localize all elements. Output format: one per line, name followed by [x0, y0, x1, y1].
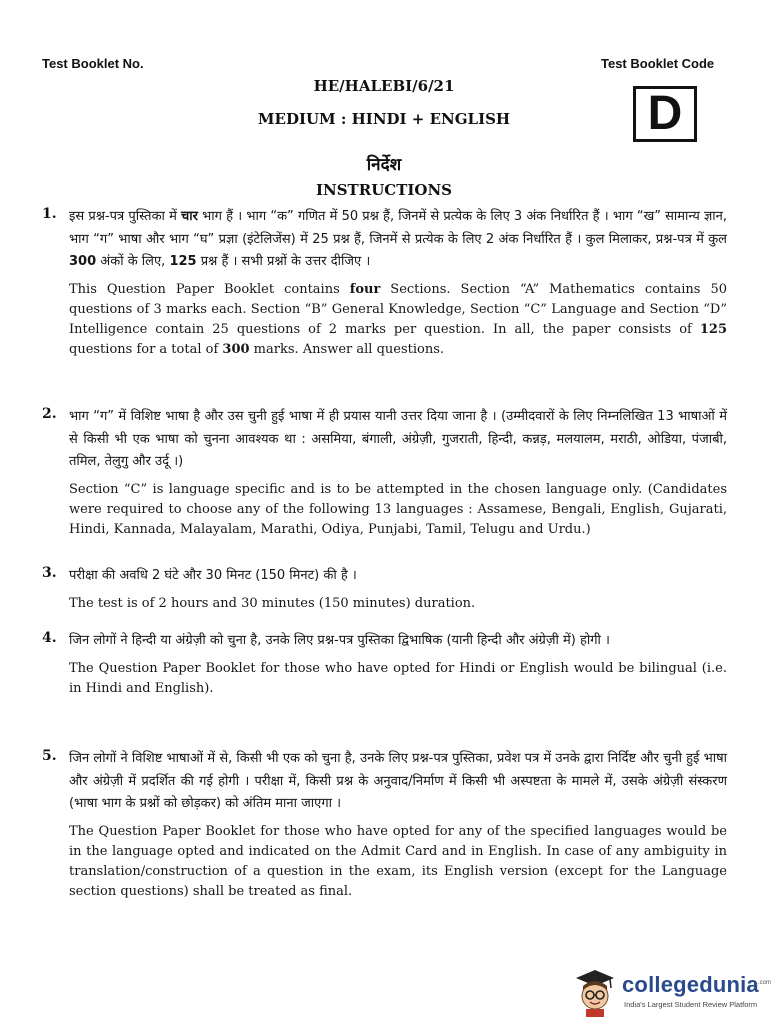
medium-line: MEDIUM : HINDI + ENGLISH	[257, 110, 511, 128]
test-booklet-no-label: Test Booklet No.	[42, 56, 144, 71]
test-booklet-code-label: Test Booklet Code	[601, 56, 715, 71]
instruction-english-text: The test is of 2 hours and 30 minutes (150 minutes) duration.	[69, 595, 476, 611]
brand-suffix: .com	[758, 980, 771, 986]
title-hindi: निर्देश	[366, 155, 402, 175]
instruction-hindi-text: भाग “ग” में विशिष्ट भाषा है और उस चुनी हुई भाषा में ही प्रयास यानी उत्तर दिया जाना है । (उम्मीदवारों के लिए निम्नलिखित 13 भाषाओं में से किसी भी एक भाषा को चुनना आवश्यक था : असमिया, बंगाली, अंग्रेज़ी, गुजराती, हिन्दी, कन्नड़, मलयालम, मराठी, ओडिया, पंजाबी, तमिल, तेलुगु और उर्दू ।)	[69, 409, 727, 469]
instruction-number: 5.	[42, 748, 57, 764]
collegedunia-logo	[572, 966, 771, 1018]
instruction-hindi-text: इस प्रश्न-पत्र पुस्तिका में चार भाग हैं । भाग “क” गणित में 50 प्रश्न हैं, जिनमें से प्रत्येक के लिए 3 अंक निर्धारित हैं । भाग “ख” सामान्य ज्ञान, भाग “ग” भाषा और भाग “घ” प्रज्ञा (इंटेलिजेंस) में 25 प्रश्न हैं, जिनमें से प्रत्येक के लिए 2 अंक निर्धारित हैं । कुल मिलाकर, प्रश्न-पत्र में कुल 300 अंकों के लिए, 125 प्रश्न हैं । सभी प्रश्नों के उत्तर दीजिए ।	[69, 209, 727, 269]
instruction-number: 4.	[42, 630, 57, 646]
instruction-number: 2.	[42, 406, 57, 422]
instruction-english-text: Section “C” is language specific and is to be attempted in the chosen language only. (Candidates were required to choose any of the following 13 languages : Assamese, Bengali, English, Gujarati, Hindi, Kannada, Malayalam, Marathi, Odiya, Punjabi, Tamil, Telugu and Urdu.)	[69, 481, 727, 537]
instruction-hindi-text: जिन लोगों ने हिन्दी या अंग्रेज़ी को चुना है, उनके लिए प्रश्न-पत्र पुस्तिका द्विभाषिक (यानी हिन्दी और अंग्रेज़ी में) होगी ।	[69, 633, 610, 648]
title-english: INSTRUCTIONS	[316, 181, 452, 199]
exam-code: HE/HALEBI/6/21	[313, 77, 455, 95]
instruction-1	[42, 206, 727, 360]
instruction-number: 1.	[42, 206, 57, 222]
brand-name: collegedunia	[622, 972, 759, 997]
instruction-hindi-text: जिन लोगों ने विशिष्ट भाषाओं में से, किसी भी एक को चुना है, उनके लिए प्रश्न-पत्र पुस्तिका, प्रवेश पत्र में उनके द्वारा निर्दिष्ट और चुनी हुई भाषा और अंग्रेज़ी में प्रदर्शित की गई होगी । परीक्षा में, किसी प्रश्न के अनुवाद/निर्माण में किसी भी अस्पष्टता के मामले में, उसके अंग्रेज़ी संस्करण (भाषा भाग के प्रश्नों को छोड़कर) को अंतिम माना जाएगा ।	[69, 751, 727, 811]
instruction-2	[42, 406, 727, 540]
instruction-5	[42, 748, 727, 902]
instruction-english-text: This Question Paper Booklet contains four Sections. Section “A” Mathematics contains 50 questions of 3 marks each. Section “B” General Knowledge, Section “C” Language and Section “D” Intelligence contain 25 questions of 2 marks per question. In all, the paper consists of 125 questions for a total of 300 marks. Answer all questions.	[69, 281, 728, 357]
brand-tagline: India's Largest Student Review Platform	[624, 1000, 758, 1009]
instruction-hindi-text: परीक्षा की अवधि 2 घंटे और 30 मिनट (150 मिनट) की है ।	[69, 568, 357, 583]
instruction-3	[42, 565, 727, 614]
graduate-mascot-icon	[572, 966, 618, 1018]
instruction-english-text: The Question Paper Booklet for those who have opted for any of the specified languages would be in the language opted and indicated on the Admit Card and in English. In case of any ambiguity in translation/construction of a question in the exam, its English version (except for the Language section questions) shall be treated as final.	[69, 823, 727, 899]
test-booklet-code-box: D	[633, 86, 697, 142]
instruction-number: 3.	[42, 565, 57, 581]
instruction-4	[42, 630, 727, 699]
instruction-english-text: The Question Paper Booklet for those who have opted for Hindi or English would be bilingual (i.e. in Hindi and English).	[69, 660, 727, 696]
